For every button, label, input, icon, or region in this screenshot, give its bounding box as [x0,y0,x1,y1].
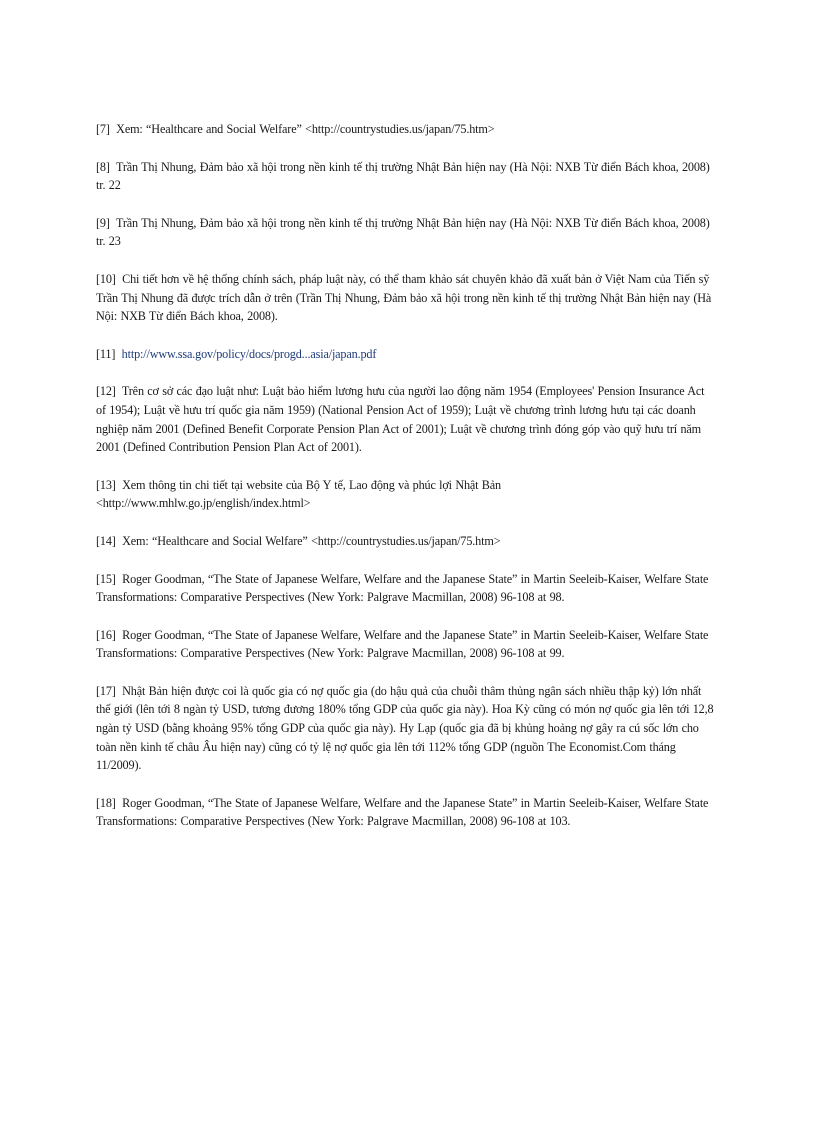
endnote-14 [96,532,716,551]
endnotes-list [96,120,716,850]
endnote-text: Xem thông tin chi tiết tại website của Bộ Y tế, Lao động và phúc lợi Nhật Bản <http://www.mhlw.go.jp/english/index.html> [96,477,501,511]
endnote-18 [96,794,716,831]
endnote-number: [17] [96,683,116,698]
endnote-12 [96,382,716,456]
endnote-11 [96,345,716,364]
endnote-7 [96,120,716,139]
endnote-text: Chi tiết hơn về hệ thống chính sách, pháp luật này, có thể tham khảo sát chuyên khảo đã xuất bản ở Việt Nam của Tiến sỹ Trần Thị Nhung đã được trích dẫn ở trên (Trần Thị Nhung, Đảm bảo xã hội trong nền kinh tế thị trường Nhật Bản hiện nay (Hà Nội: NXB Từ điển Bách khoa, 2008). [96,271,712,324]
endnote-number: [10] [96,271,116,286]
endnote-number: [15] [96,571,116,586]
endnote-16 [96,626,716,663]
endnote-text: Roger Goodman, “The State of Japanese Welfare, Welfare and the Japanese State” in Martin Seeleib-Kaiser, Welfare State Transformations: Comparative Perspectives (New York: Palgrave Macmillan, 2008) 96-108 at 103. [96,795,709,829]
endnote-text: Xem: “Healthcare and Social Welfare” <http://countrystudies.us/japan/75.htm> [116,122,495,136]
endnote-13 [96,476,716,513]
endnote-8 [96,158,716,195]
endnote-number: [12] [96,384,116,399]
endnote-15 [96,570,716,607]
endnote-number: [7] [96,122,110,136]
endnote-number: [18] [96,795,116,810]
endnote-number: [8] [96,159,110,174]
endnote-9 [96,214,716,251]
endnote-number: [9] [96,215,110,230]
endnote-text: Xem: “Healthcare and Social Welfare” <http://countrystudies.us/japan/75.htm> [122,533,501,548]
endnote-text: Nhật Bản hiện được coi là quốc gia có nợ quốc gia (do hậu quả của chuỗi thâm thủng ngân sách nhiều thập kỷ) lớn nhất thế giới (lên tới 8 ngàn tỷ USD, tương đương 180% tổng GDP của quốc gia này). Hoa Kỳ cũng có món nợ quốc gia lên tới 12,8 ngàn tỷ USD (bằng khoảng 95% tổng GDP của quốc gia này). Hy Lạp (quốc gia đã bị khủng hoảng nợ gây ra cú sốc lớn cho toàn nền kinh tế châu Âu hiện nay) cũng có tỷ lệ nợ quốc gia lên tới 112% tổng GDP (nguồn The Economist.Com tháng 11/2009). [96,683,714,773]
endnote-text: Roger Goodman, “The State of Japanese Welfare, Welfare and the Japanese State” in Martin Seeleib-Kaiser, Welfare State Transformations: Comparative Perspectives (New York: Palgrave Macmillan, 2008) 96-108 at 99. [96,627,709,661]
endnote-number: [13] [96,477,116,492]
endnote-number: [14] [96,533,116,548]
endnote-text: Trần Thị Nhung, Đảm bảo xã hội trong nền kinh tế thị trường Nhật Bản hiện nay (Hà Nội: NXB Từ điển Bách khoa, 2008) tr. 23 [96,215,710,249]
endnote-text: Trên cơ sở các đạo luật như: Luật bảo hiểm lương hưu của người lao động năm 1954 (Employees' Pension Insurance Act of 1954); Luật về hưu trí quốc gia năm 1959) (National Pension Act of 1959); Luật về chương trình lương hưu tại các doanh nghiệp năm 2001 (Defined Benefit Corporate Pension Plan Act of 2001); Luật về chương trình đóng góp vào quỹ hưu trí năm 2001 (Defined Contribution Pension Plan Act of 2001). [96,384,705,455]
endnote-17 [96,682,716,775]
ssa-pdf-link[interactable]: http://www.ssa.gov/policy/docs/progd...asia/japan.pdf [121,346,377,361]
endnote-text: Roger Goodman, “The State of Japanese Welfare, Welfare and the Japanese State” in Martin Seeleib-Kaiser, Welfare State Transformations: Comparative Perspectives (New York: Palgrave Macmillan, 2008) 96-108 at 98. [96,571,709,605]
endnote-text: Trần Thị Nhung, Đảm bảo xã hội trong nền kinh tế thị trường Nhật Bản hiện nay (Hà Nội: NXB Từ điển Bách khoa, 2008) tr. 22 [96,159,710,193]
endnote-number: [16] [96,627,116,642]
endnote-number: [11] [96,346,116,361]
endnote-10 [96,270,716,326]
